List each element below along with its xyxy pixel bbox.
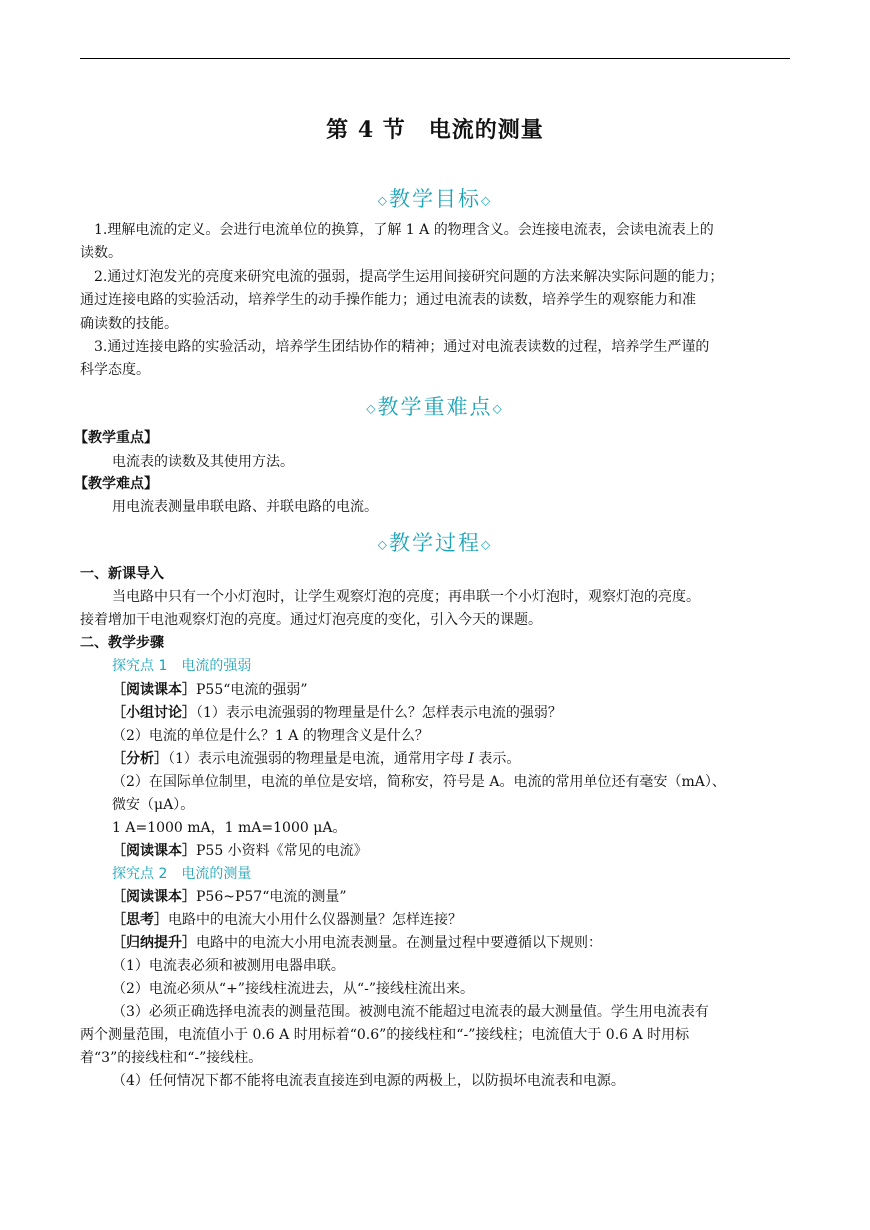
focus-label: 【教学重点】 bbox=[74, 430, 158, 446]
think-tag: ［思考］ bbox=[112, 912, 168, 928]
section-title: 教学目标 bbox=[389, 187, 481, 211]
read-textbook-3 bbox=[112, 887, 347, 907]
rule-2: （2）电流必须从“+”接线柱流进去，从“-”接线柱流出来。 bbox=[112, 981, 474, 997]
objective-3-line-2: 科学态度。 bbox=[80, 362, 150, 378]
read-tag: ［阅读课本］ bbox=[112, 843, 196, 859]
section-title: 教学重难点 bbox=[377, 395, 493, 419]
rule-3-line-3: 着“3”的接线柱和“-”接线柱。 bbox=[80, 1050, 263, 1066]
analysis-text-a: （1）表示电流强弱的物理量是电流，通常用字母 bbox=[168, 751, 469, 767]
summary-tag: ［归纳提升］ bbox=[112, 935, 196, 951]
difficulty-text: 用电流表测量串联电路、并联电路的电流。 bbox=[112, 499, 378, 515]
read-tag: ［阅读课本］ bbox=[112, 682, 196, 698]
analysis-2-line-2: 微安（μA）。 bbox=[112, 797, 195, 813]
rule-4: （4）任何情况下都不能将电流表直接连到电源的两极上，以防损坏电流表和电源。 bbox=[112, 1073, 625, 1089]
read-textbook-2 bbox=[112, 841, 368, 861]
read-textbook-1 bbox=[112, 680, 308, 700]
rule-3-line-2: 两个测量范围，电流值小于 0.6 A 时用标着“0.6”的接线柱和“-”接线柱；电流值大于 0.6 A 时用标 bbox=[80, 1027, 690, 1043]
section-heading-objectives bbox=[0, 183, 870, 213]
objective-2-line-3: 确读数的技能。 bbox=[80, 316, 178, 332]
group-discussion bbox=[112, 703, 562, 723]
read-tag: ［阅读课本］ bbox=[112, 889, 196, 905]
read-text: P55 小资料《常见的电流》 bbox=[196, 843, 368, 859]
rule-1: （1）电流表必须和被测用电器串联。 bbox=[112, 958, 345, 974]
summary-text: 电路中的电流大小用电流表测量。在测量过程中要遵循以下规则： bbox=[196, 935, 602, 951]
read-text: P55“电流的强弱” bbox=[196, 682, 308, 698]
section-title: 教学过程 bbox=[389, 531, 481, 555]
diamond-icon: ◇ bbox=[481, 193, 493, 208]
objective-3-line-1: 3.通过连接电路的实验活动，培养学生团结协作的精神；通过对电流表读数的过程，培养学生严谨的 bbox=[94, 339, 710, 355]
discussion-tag: ［小组讨论］ bbox=[112, 705, 196, 721]
inquiry-point-1-title: 探究点 1 电流的强弱 bbox=[112, 658, 252, 674]
objective-1-line-2: 读数。 bbox=[80, 245, 122, 261]
unit-conversion: 1 A=1000 mA，1 mA=1000 μA。 bbox=[112, 820, 347, 836]
think bbox=[112, 910, 462, 930]
focus-text: 电流表的读数及其使用方法。 bbox=[112, 454, 294, 470]
summary bbox=[112, 933, 602, 953]
analysis-text-b: 表示。 bbox=[473, 751, 521, 767]
diamond-icon: ◇ bbox=[481, 537, 493, 552]
analysis-2-line-1: （2）在国际单位制里，电流的单位是安培，简称安，符号是 A。电流的常用单位还有毫安（mA）、 bbox=[112, 774, 726, 790]
objective-2-line-1: 2.通过灯泡发光的亮度来研究电流的强弱，提高学生运用间接研究问题的方法来解决实际问题的能力； bbox=[94, 269, 724, 285]
diamond-icon: ◇ bbox=[377, 537, 389, 552]
objective-2-line-2: 通过连接电路的实验活动，培养学生的动手操作能力；通过电流表的读数，培养学生的观察能力和准 bbox=[80, 292, 696, 308]
part-2-heading: 二、教学步骤 bbox=[80, 635, 164, 651]
current-symbol: I bbox=[468, 751, 474, 767]
inquiry-point-2-title: 探究点 2 电流的测量 bbox=[112, 866, 252, 882]
header-rule bbox=[80, 58, 790, 59]
page-title: 第 4 节 电流的测量 bbox=[326, 117, 544, 143]
rule-3-line-1: （3）必须正确选择电流表的测量范围。被测电流不能超过电流表的最大测量值。学生用电流表有 bbox=[112, 1004, 709, 1020]
intro-line-1: 当电路中只有一个小灯泡时，让学生观察灯泡的亮度；再串联一个小灯泡时，观察灯泡的亮度。 bbox=[112, 589, 700, 605]
section-heading-process bbox=[0, 527, 870, 557]
discussion-text: （1）表示电流强弱的物理量是什么？怎样表示电流的强弱？ bbox=[196, 705, 562, 721]
think-text: 电路中的电流大小用什么仪器测量？怎样连接？ bbox=[168, 912, 462, 928]
read-text: P56~P57“电流的测量” bbox=[196, 889, 347, 905]
analysis-1 bbox=[112, 749, 520, 769]
part-1-heading: 一、新课导入 bbox=[80, 566, 164, 582]
diamond-icon: ◇ bbox=[377, 193, 389, 208]
analysis-tag: ［分析］ bbox=[112, 751, 168, 767]
diamond-icon: ◇ bbox=[492, 401, 504, 416]
section-heading-key-points bbox=[0, 391, 870, 421]
diamond-icon: ◇ bbox=[366, 401, 378, 416]
intro-line-2: 接着增加干电池观察灯泡的亮度。通过灯泡亮度的变化，引入今天的课题。 bbox=[80, 612, 542, 628]
objective-1-line-1: 1.理解电流的定义。会进行电流单位的换算，了解 1 A 的物理含义。会连接电流表，会读电流表上的 bbox=[94, 222, 714, 238]
difficulty-label: 【教学难点】 bbox=[74, 476, 158, 492]
discussion-question-2: （2）电流的单位是什么？1 A 的物理含义是什么？ bbox=[112, 728, 429, 744]
